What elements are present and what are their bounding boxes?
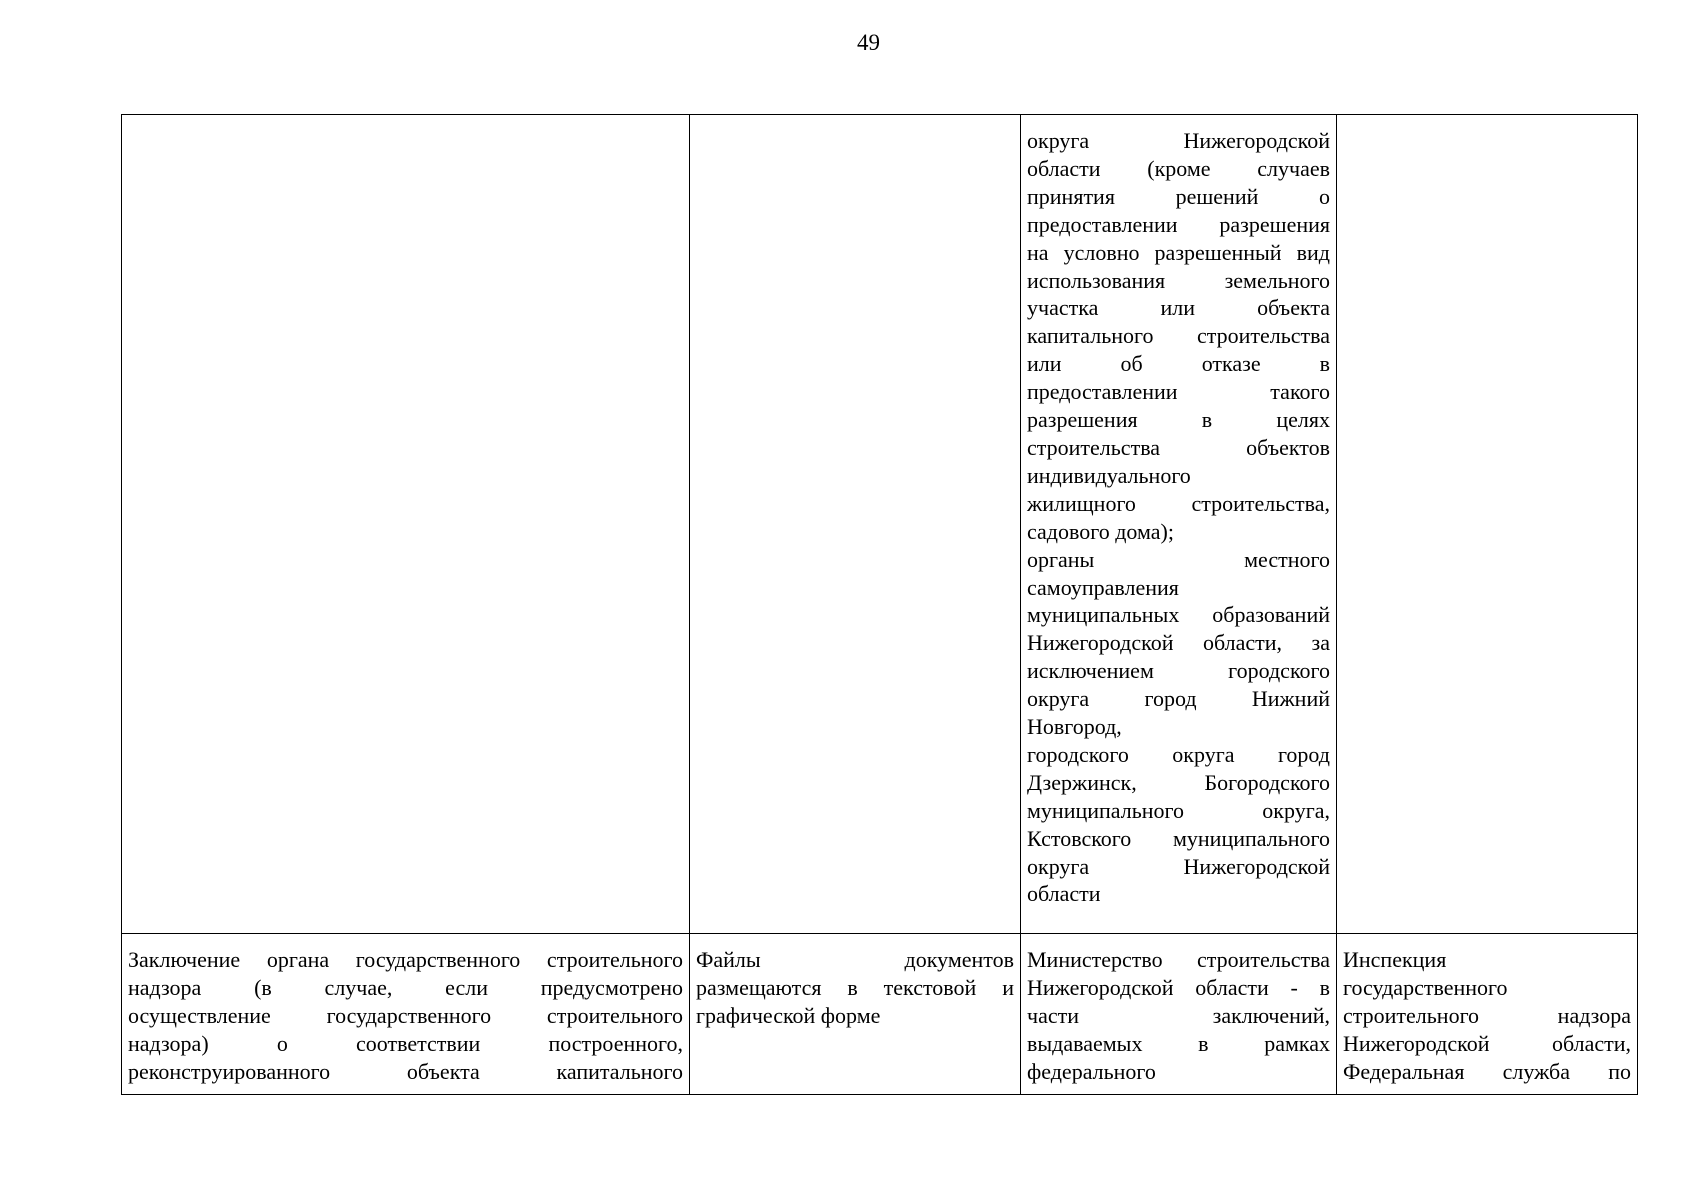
cell-text-line: муниципальных образований (1027, 602, 1330, 628)
cell-text-line: округа Нижегородской (1027, 853, 1330, 879)
cell-text-line: округа Нижегородской (1027, 128, 1330, 153)
cell-text-line: на условно разрешенный вид (1027, 239, 1330, 265)
cell-text-line: самоуправления (1027, 574, 1179, 600)
cell-text-line: части заключений, (1027, 1002, 1330, 1028)
cell-text-line: надзора (в случае, если предусмотрено (128, 974, 683, 1000)
cell-text-line: области (1027, 881, 1101, 907)
cell-text-line: Нижегородской области, за (1027, 630, 1330, 656)
cell-text-line: федерального (1027, 1058, 1156, 1084)
table-cell-document-name (122, 934, 690, 1095)
cell-text-line: городского округа город (1027, 741, 1330, 767)
cell-text-line: Кстовского муниципального (1027, 825, 1330, 851)
table-cell-issuing-authority (1021, 934, 1337, 1095)
cell-text-line: органы местного (1027, 546, 1330, 572)
cell-text-line: размещаются в текстовой и (696, 974, 1014, 1000)
cell-text-line: Министерство строительства (1027, 947, 1330, 972)
cell-text-line: капитального строительства (1027, 323, 1330, 349)
cell-text-line: исключением городского (1027, 658, 1330, 684)
cell-text-line: принятия решений о (1027, 183, 1330, 209)
cell-text-line: графической форме (696, 1002, 881, 1028)
cell-text-line: Файлы документов (696, 947, 1014, 972)
cell-text-line: Федеральная служба по (1343, 1058, 1631, 1084)
table-cell-requirements (690, 115, 1021, 934)
cell-text-line: округа город Нижний (1027, 686, 1330, 712)
page-number: 49 (857, 30, 880, 55)
cell-text-line: Нижегородской области - в (1027, 974, 1330, 1000)
cell-text-line: индивидуального (1027, 462, 1191, 488)
cell-text-line: садового дома); (1027, 518, 1174, 544)
table-row (122, 934, 1638, 1095)
cell-text-line: реконструированного объекта капитального (128, 1058, 683, 1084)
cell-text-line: строительного надзора (1343, 1002, 1631, 1028)
cell-text-line: области (кроме случаев (1027, 155, 1330, 181)
cell-text-line: осуществление государственного строительного (128, 1002, 683, 1028)
cell-text-line: государственного (1343, 974, 1508, 1000)
cell-text-line: разрешения в целях (1027, 407, 1330, 433)
cell-text-line: предоставлении разрешения (1027, 211, 1330, 237)
cell-text-line: использования земельного (1027, 267, 1330, 293)
cell-text-line: Новгород, (1027, 714, 1122, 740)
cell-text-line: Инспекция (1343, 947, 1447, 972)
cell-text-line: выдаваемых в рамках (1027, 1030, 1330, 1056)
table-cell-requirements (690, 934, 1021, 1095)
table-row (122, 115, 1638, 934)
table-cell-holder-authority (1337, 115, 1638, 934)
table-cell-issuing-authority (1021, 115, 1337, 934)
cell-text-line: Заключение органа государственного строительного (128, 947, 683, 972)
cell-text-line: муниципального округа, (1027, 797, 1330, 823)
cell-text-line: надзора) о соответствии построенного, (128, 1030, 683, 1056)
cell-text-line: жилищного строительства, (1027, 490, 1330, 516)
document-table (121, 114, 1638, 1095)
cell-text-line: предоставлении такого (1027, 379, 1330, 405)
table-cell-document-name (122, 115, 690, 934)
cell-text-line: Нижегородской области, (1343, 1030, 1631, 1056)
cell-text-line: или об отказе в (1027, 351, 1330, 377)
table-cell-holder-authority (1337, 934, 1638, 1095)
cell-text-line: Дзержинск, Богородского (1027, 769, 1330, 795)
cell-text-line: строительства объектов (1027, 434, 1330, 460)
cell-text-line: участка или объекта (1027, 295, 1330, 321)
